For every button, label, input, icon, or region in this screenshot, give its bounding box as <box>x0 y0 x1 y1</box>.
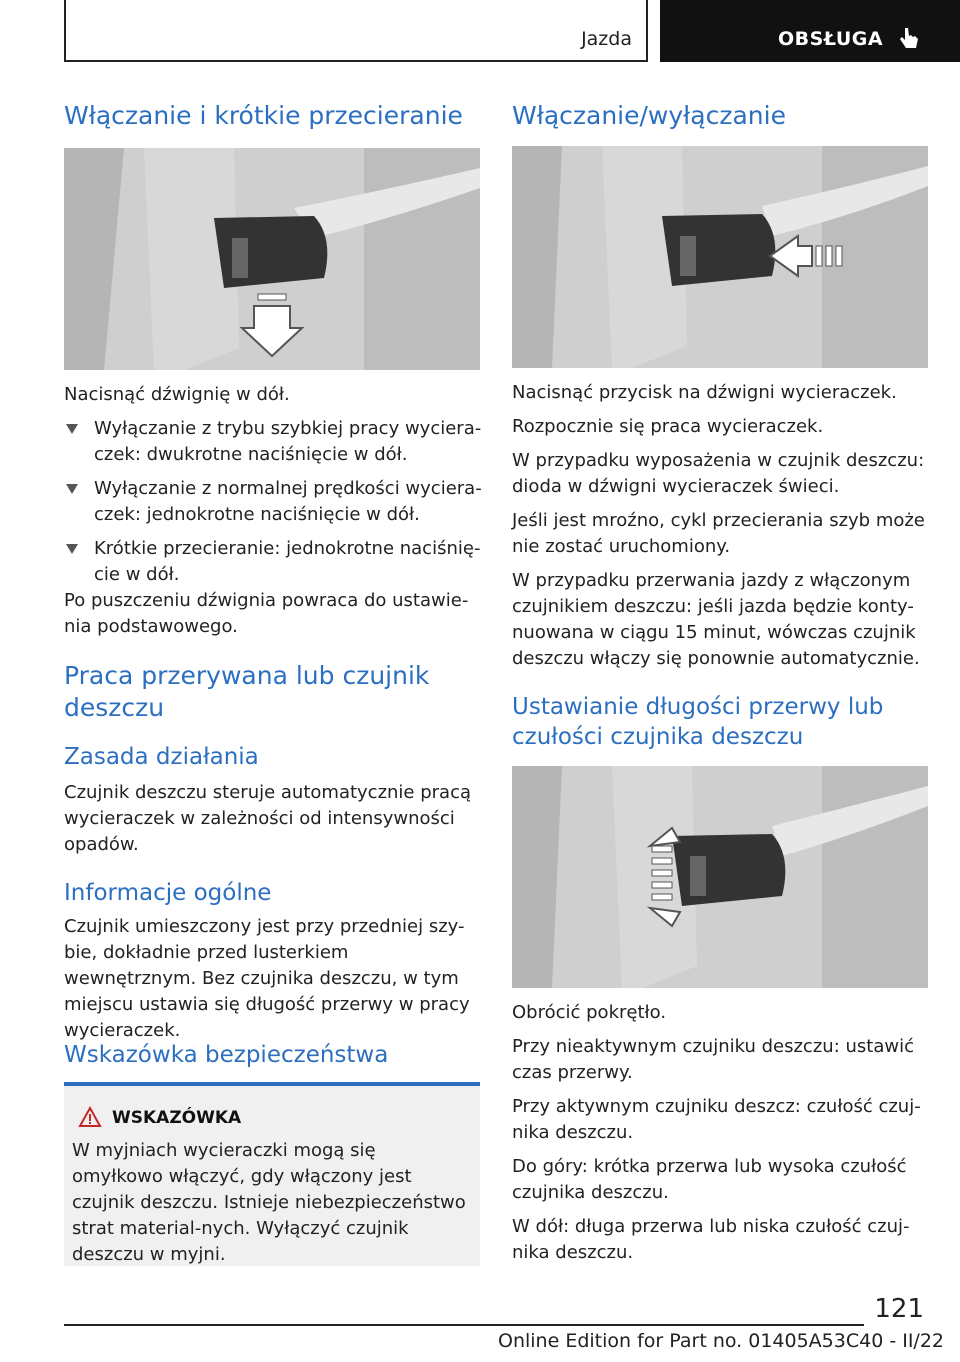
right-q2: Przy nieaktywnym czujniku deszczu: ustawić czas przerwy. <box>512 1036 914 1083</box>
warning-triangle-icon <box>78 1106 102 1128</box>
right-p3: W przypadku wyposażenia w czujnik deszczu: dioda w dźwigni wycieraczek świeci. <box>512 450 925 497</box>
wiper-dial-image <box>512 766 928 988</box>
right-p2: Rozpocznie się praca wycieraczek. <box>512 416 824 437</box>
list-item-text: Krótkie przecieranie: jednokrotne naciśnię-cie w dół. <box>94 538 481 585</box>
subsection-title-general: Informacje ogólne <box>64 880 272 906</box>
after-release-text: Po puszczeniu dźwignia powraca do ustawie-nia podstawowego. <box>64 590 469 637</box>
right-q5: W dół: długa przerwa lub niska czułość czuj-nika deszczu. <box>512 1216 910 1263</box>
header-chapter-box <box>660 0 960 62</box>
principle-text: Czujnik deszczu steruje automatycznie pracą wycieraczek w zależności od intensywności opadów. <box>64 782 472 855</box>
header-section-box <box>64 0 648 62</box>
general-text: Czujnik umieszczony jest przy przedniej szy-bie, dokładnie przed lusterkiem wewnętrznym. Bez czujnika deszczu, w tym miejscu ustawia się długość przerwy w pracy wycieraczek. <box>64 916 470 1041</box>
section-title-wipe: Włączanie i krótkie przecieranie <box>64 101 463 130</box>
footer-divider <box>64 1324 864 1326</box>
subsection-title-principle: Zasada działania <box>64 744 259 770</box>
wiper-lever-down-image <box>64 148 480 370</box>
section-title-onoff: Włączanie/wyłączanie <box>512 101 786 130</box>
right-q3: Przy aktywnym czujniku deszcz: czułość czuj-nika deszczu. <box>512 1096 921 1143</box>
intro-text: Nacisnąć dźwignię w dół. <box>64 384 290 405</box>
right-q1: Obrócić pokrętło. <box>512 1002 667 1023</box>
hand-pointer-icon <box>898 26 920 52</box>
footer-edition: Online Edition for Part no. 01405A53C40 - II/22 <box>498 1330 945 1352</box>
list-item-text: Wyłączanie z trybu szybkiej pracy wyciera-czek: dwukrotne naciśnięcie w dół. <box>94 418 482 465</box>
wiper-button-image <box>512 146 928 368</box>
warning-title: WSKAZÓWKA <box>112 1108 242 1128</box>
warning-text: W myjniach wycieraczki mogą się omyłkowo włączyć, gdy włączony jest czujnik deszczu. Istnieje niebezpieczeństwo strat material-nych. Wyłączyć czujnik deszczu w myjni. <box>72 1140 466 1265</box>
page-number: 121 <box>874 1294 924 1324</box>
section-title-setting: Ustawianie długości przerwy lub czułości czujnika deszczu <box>512 694 884 750</box>
right-p1: Nacisnąć przycisk na dźwigni wycieraczek. <box>512 382 897 403</box>
list-item <box>64 536 482 588</box>
list-item <box>64 416 482 468</box>
right-q4: Do góry: krótka przerwa lub wysoka czułość czujnika deszczu. <box>512 1156 907 1203</box>
subsection-title-safety: Wskazówka bezpieczeństwa <box>64 1042 389 1068</box>
section-title-interval: Praca przerywana lub czujnik deszczu <box>64 661 430 722</box>
list-item <box>64 476 482 528</box>
list-item-text: Wyłączanie z normalnej prędkości wyciera-czek: jednokrotne naciśnięcie w dół. <box>94 478 482 525</box>
right-p5: W przypadku przerwania jazdy z włączonym czujnikiem deszczu: jeśli jazda będzie konty-nuowana w ciągu 15 minut, wówczas czujnik deszczu włączy się ponownie automatycznie. <box>512 570 920 669</box>
right-p4: Jeśli jest mroźno, cykl przecierania szyb może nie zostać uruchomiony. <box>512 510 925 557</box>
header-chapter-label: OBSŁUGA <box>778 28 884 50</box>
header-section-label: Jazda <box>581 28 632 50</box>
